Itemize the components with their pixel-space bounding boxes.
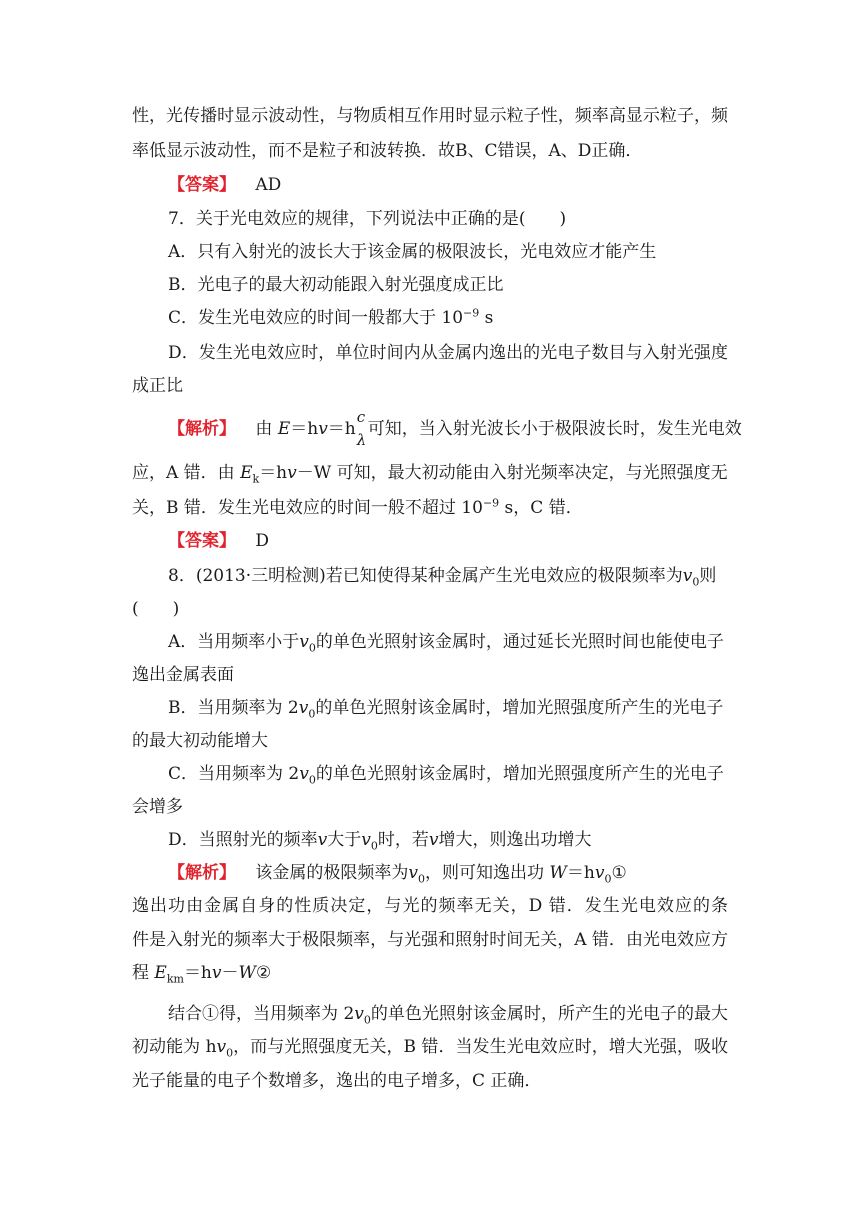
q8-analysis-line3: 件是入射光的频率大于极限频率，与光强和照射时间无关，A 错．由光电效应方 (132, 930, 728, 950)
intro-line-2: 率低显示波动性，而不是粒子和波转换．故B、C错误，A、D正确． (132, 141, 643, 161)
q8-text: 大于 (327, 830, 362, 850)
q8-var: v (594, 863, 605, 883)
q8-analysis-line6 (132, 1036, 728, 1058)
q8-analysis-text: ＝h (566, 863, 595, 883)
q8-var: v (211, 963, 222, 983)
q7-analysis-var: E (277, 419, 291, 439)
q8-option-b-line1 (168, 697, 723, 719)
q7-analysis-text: ＝h (327, 419, 356, 439)
q8-var: W (549, 863, 567, 883)
q8-analysis-text: 程 (132, 963, 155, 983)
q7-answer (168, 530, 269, 552)
q8-analysis-text: ＝h (183, 963, 212, 983)
answer-label: 【答案】 (168, 531, 236, 551)
q8-var: E (154, 963, 167, 983)
q8-analysis-text: ，而与光照强度无关，B 错．当发生光电效应时，增大光强，吸收 (233, 1037, 728, 1057)
q8-text: 的单色光照射该金属时，通过延长光照时间也能使电子 (315, 632, 724, 652)
q7-analysis-text: 关，B 错．发生光电效应的时间一般不超过 10 (132, 498, 483, 518)
analysis-label: 【解析】 (168, 863, 236, 883)
q8-sub: 0 (363, 1013, 371, 1027)
q8-sub: 0 (418, 872, 426, 886)
q8-analysis-text: ，则可知逸出功 (425, 863, 550, 883)
q8-analysis-text: 初动能为 h (132, 1037, 217, 1057)
q8-stem (168, 565, 716, 587)
q8-analysis-text: － (221, 963, 239, 983)
q8-analysis-text: ① (611, 863, 627, 883)
q8-stem-var: v (682, 566, 693, 586)
q8-text: D．当照射光的频率 (168, 830, 318, 850)
q7-option-c-unit: s (479, 308, 494, 328)
q8-text: 增大，则逸出功增大 (438, 830, 592, 850)
q8-var: v (317, 830, 328, 850)
q7-analysis-text: 可知，当入射光波长小于极限波长时，发生光电效 (367, 419, 742, 439)
q7-option-c (168, 307, 493, 329)
q7-analysis-exp: −9 (482, 496, 500, 510)
q8-stem-text: 则 (699, 566, 717, 586)
q8-var: v (216, 1037, 227, 1057)
q8-analysis-line2: 逸出功由金属自身的性质决定，与光的频率无关，D 错．发生光电效应的条 (132, 896, 728, 916)
q7-analysis-text: －W 可知，最大初动能由入射光频率决定，与光照强度无 (296, 463, 728, 483)
q7-analysis-line2 (132, 462, 728, 484)
q7-analysis-line1 (168, 408, 742, 449)
fraction-numerator: c (356, 408, 366, 426)
q8-sub: 0 (604, 872, 612, 886)
q8-analysis-line4 (132, 962, 271, 984)
q8-analysis-text: 的单色光照射该金属时，所产生的光电子的最大 (370, 1004, 728, 1024)
q8-analysis-line7: 光子能量的电子个数增多，逸出的电子增多，C 正确． (132, 1071, 542, 1091)
q8-var: v (408, 863, 419, 883)
q8-var: v (428, 830, 439, 850)
q7-analysis-text: s，C 错． (499, 498, 583, 518)
c-over-lambda-fraction (356, 408, 368, 449)
q7-option-a: A．只有入射光的波长大于该金属的极限波长，光电效应才能产生 (168, 242, 657, 262)
q8-var: v (354, 1004, 364, 1024)
q8-sub: 0 (308, 641, 316, 655)
q8-sub: 0 (370, 839, 378, 853)
q8-analysis-line1 (168, 862, 627, 884)
q8-sub: 0 (308, 707, 316, 721)
q8-sub: km (166, 972, 184, 986)
q7-stem: 7．关于光电效应的规律，下列说法中正确的是( ) (168, 209, 567, 229)
q7-analysis-var: v (287, 463, 297, 483)
q7-analysis-var: v (318, 419, 328, 439)
q8-text: 的单色光照射该金属时，增加光照强度所产生的光电子 (315, 764, 724, 784)
q8-analysis-text: 结合①得，当用频率为 2 (168, 1004, 355, 1024)
q8-sub: 0 (308, 773, 316, 787)
fraction-denominator: λ (356, 431, 367, 449)
q8-option-a-line2: 逸出金属表面 (132, 665, 234, 685)
q8-option-d (168, 829, 591, 851)
q8-stem-sub: 0 (692, 575, 700, 589)
q7-answer-value: D (255, 531, 270, 551)
q8-option-c-line1 (168, 763, 724, 785)
q8-analysis-line5 (168, 1003, 728, 1025)
q8-var: v (298, 698, 309, 718)
q6-answer-value: AD (255, 175, 282, 195)
analysis-label: 【解析】 (168, 419, 236, 439)
q7-analysis-sub: k (252, 472, 260, 486)
q7-analysis-var: E (240, 463, 253, 483)
q6-answer (168, 174, 281, 196)
q7-analysis-text: 由 (255, 419, 278, 439)
answer-label: 【答案】 (168, 175, 236, 195)
q7-option-c-text: C．发生光电效应的时间一般都大于 10 (168, 308, 464, 328)
q7-option-d-line1: D．发生光电效应时，单位时间内从金属内逸出的光电子数目与入射光强度 (168, 343, 728, 363)
q8-stem-text: 8．(2013·三明检测)若已知使得某种金属产生光电效应的极限频率为 (168, 566, 683, 586)
q7-analysis-text: ＝h (290, 419, 319, 439)
q7-option-d-line2: 成正比 (132, 376, 183, 396)
q8-option-c-line2: 会增多 (132, 797, 183, 817)
q8-var: v (299, 764, 309, 784)
q8-var: v (299, 632, 309, 652)
q8-sub: 0 (226, 1046, 234, 1060)
q8-var: v (361, 830, 371, 850)
q7-analysis-line3 (132, 497, 583, 519)
intro-line-1: 性，光传播时显示波动性，与物质相互作用时显示粒子性，频率高显示粒子，频 (132, 106, 728, 126)
q7-option-b: B．光电子的最大初动能跟入射光强度成正比 (168, 275, 504, 295)
q8-text: C．当用频率为 2 (168, 764, 300, 784)
q8-analysis-text: 该金属的极限频率为 (255, 863, 409, 883)
q8-text: 的单色光照射该金属时，增加光照强度所产生的光电子 (315, 698, 724, 718)
q8-text: A．当用频率小于 (168, 632, 300, 652)
q8-text: B．当用频率为 2 (168, 698, 299, 718)
q8-stem-paren: ( ) (132, 599, 180, 619)
q8-option-b-line2: 的最大初动能增大 (132, 731, 268, 751)
q7-analysis-text: ＝h (259, 463, 288, 483)
q8-var: W (238, 963, 256, 983)
q7-option-c-exp: −9 (463, 306, 480, 320)
q8-analysis-text: ② (255, 963, 272, 983)
q7-analysis-text: 应，A 错．由 (132, 463, 241, 483)
q8-option-a-line1 (168, 631, 724, 653)
q8-text: 时，若 (377, 830, 429, 850)
